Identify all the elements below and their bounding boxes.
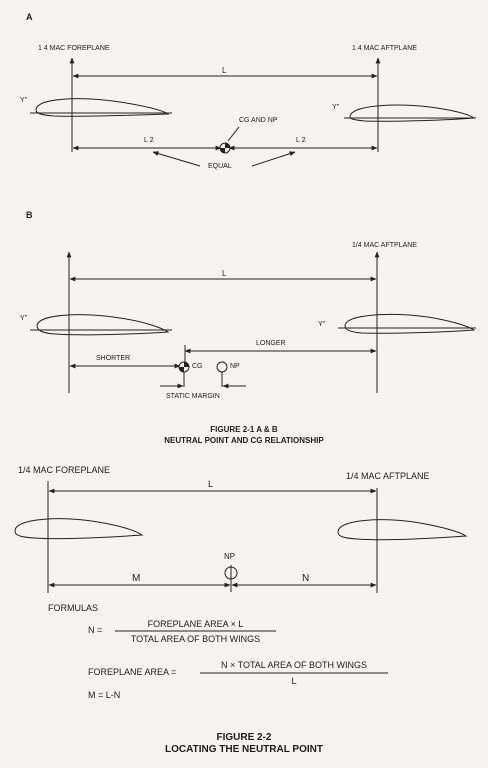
fig-a-right-airfoil xyxy=(350,105,474,121)
fig-a-cg-np-leader xyxy=(228,127,239,141)
fig-a-equal-label: EQUAL xyxy=(208,163,232,170)
fig-b-y-right-label: Y" xyxy=(318,321,326,328)
figure-2-2-caption-line1: FIGURE 2-2 xyxy=(216,732,272,743)
formulas-heading: FORMULAS xyxy=(48,603,99,613)
fig-b-np-label: NP xyxy=(230,363,240,370)
fig2-left-airfoil xyxy=(15,519,142,539)
formula-n-numerator: FOREPLANE AREA × L xyxy=(147,619,244,629)
fig-a-panel-label: A xyxy=(26,12,33,22)
fig-b-shorter-label: SHORTER xyxy=(96,355,131,362)
formula-n-lhs: N = xyxy=(88,625,103,635)
fig2-n-label: N xyxy=(302,573,310,584)
fig-a-aftplane-label: 1 4 MAC AFTPLANE xyxy=(352,45,417,52)
fig-b-np-symbol xyxy=(217,362,227,372)
fig-a-l-label: L xyxy=(222,66,227,75)
figure-2-1-caption-line1: FIGURE 2-1 A & B xyxy=(210,425,278,434)
fig-b-right-airfoil xyxy=(345,314,474,333)
fig-a-left-airfoil xyxy=(36,99,168,117)
fig-a-y-left-label: Y" xyxy=(20,97,28,104)
fig-a-half-right-label: L 2 xyxy=(296,137,306,144)
figure-2-1-caption-line2: NEUTRAL POINT AND CG RELATIONSHIP xyxy=(164,436,324,445)
fig-b-panel-label: B xyxy=(26,210,33,220)
fig-b-aftplane-label: 1/4 MAC AFTPLANE xyxy=(352,242,417,249)
fig-b-cg-label: CG xyxy=(192,363,203,370)
fig-b-l-label: L xyxy=(222,269,227,278)
fig-b-static-margin-label: STATIC MARGIN xyxy=(166,393,220,400)
fig-b-y-left-label: Y" xyxy=(20,315,28,322)
figure-2-2-caption-line2: LOCATING THE NEUTRAL POINT xyxy=(165,744,323,755)
fig2-right-airfoil xyxy=(338,520,466,540)
fig-b-longer-label: LONGER xyxy=(256,340,286,347)
fig-a-equal-leader-left xyxy=(153,152,200,166)
fig2-l-label: L xyxy=(208,479,214,489)
formula-fa-denominator: L xyxy=(291,676,297,686)
fig-b-left-airfoil xyxy=(37,315,168,335)
formula-m: M = L-N xyxy=(88,690,121,700)
fig-a-cg-np-label: CG AND NP xyxy=(239,117,278,124)
formula-n-denominator: TOTAL AREA OF BOTH WINGS xyxy=(130,634,261,644)
fig-a-half-left-label: L 2 xyxy=(144,137,154,144)
fig2-np-label: NP xyxy=(224,552,236,561)
fig-a-y-right-label: Y" xyxy=(332,104,340,111)
fig2-aftplane-label: 1/4 MAC AFTPLANE xyxy=(346,471,430,481)
fig-a-foreplane-label: 1 4 MAC FOREPLANE xyxy=(38,45,110,52)
fig-a-equal-leader-right xyxy=(252,152,295,166)
fig2-m-label: M xyxy=(132,573,141,584)
formula-fa-lhs: FOREPLANE AREA = xyxy=(88,667,177,677)
fig2-foreplane-label: 1/4 MAC FOREPLANE xyxy=(18,465,111,475)
formula-fa-numerator: N × TOTAL AREA OF BOTH WINGS xyxy=(221,660,367,670)
